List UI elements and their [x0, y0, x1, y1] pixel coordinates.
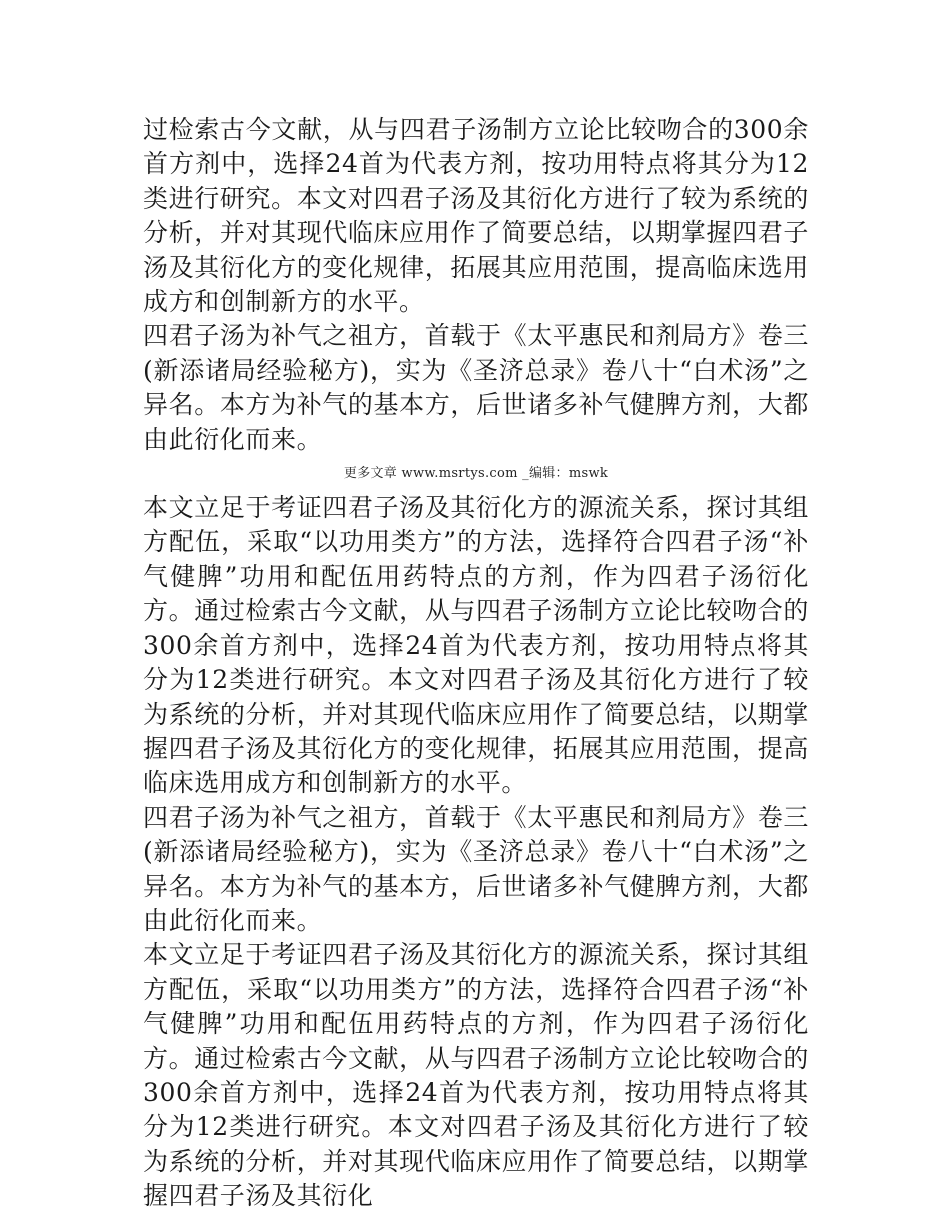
paragraph-research-scope: 本文立足于考证四君子汤及其衍化方的源流关系，探讨其组方配伍，采取“以功用类方”的方法，选择符合四君子汤“补气健脾”功用和配伍用药特点的方剂，作为四君子汤衍化方。通过检索古今文献，从与四君子汤制方立论比较吻合的300余首方剂中，选择24首为代表方剂，按功用特点将其分为12类进行研究。本文对四君子汤及其衍化方进行了较为系统的分析，并对其现代临床应用作了简要总结，以期掌握四君子汤及其衍化方的变化规律，拓展其应用范围，提高临床选用成方和创制新方的水平。	[143, 493, 809, 798]
site-note: 更多文章 www.msrtys.com _编辑：mswk	[343, 466, 609, 482]
paragraph-research-scope-repeat: 本文立足于考证四君子汤及其衍化方的源流关系，探讨其组方配伍，采取“以功用类方”的方法，选择符合四君子汤“补气健脾”功用和配伍用药特点的方剂，作为四君子汤衍化方。通过检索古今文献，从与四君子汤制方立论比较吻合的300余首方剂中，选择24首为代表方剂，按功用特点将其分为12类进行研究。本文对四君子汤及其衍化方进行了较为系统的分析，并对其现代临床应用作了简要总结，以期掌握四君子汤及其衍化	[143, 940, 809, 1211]
paragraph-origin: 四君子汤为补气之祖方，首载于《太平惠民和剂局方》卷三(新添诸局经验秘方)，实为《圣济总录》卷八十“白术汤”之异名。本方为补气的基本方，后世诸多补气健脾方剂，大都由此衍化而来。	[143, 321, 809, 454]
paragraph-origin-repeat: 四君子汤为补气之祖方，首载于《太平惠民和剂局方》卷三(新添诸局经验秘方)，实为《圣济总录》卷八十“白术汤”之异名。本方为补气的基本方，后世诸多补气健脾方剂，大都由此衍化而来。	[143, 802, 809, 935]
paragraph-intro-continuation: 过检索古今文献，从与四君子汤制方立论比较吻合的300余首方剂中，选择24首为代表方剂，按功用特点将其分为12类进行研究。本文对四君子汤及其衍化方进行了较为系统的分析，并对其现代临床应用作了简要总结，以期掌握四君子汤及其衍化方的变化规律，拓展其应用范围，提高临床选用成方和创制新方的水平。	[143, 115, 809, 317]
document-body	[143, 113, 809, 1214]
